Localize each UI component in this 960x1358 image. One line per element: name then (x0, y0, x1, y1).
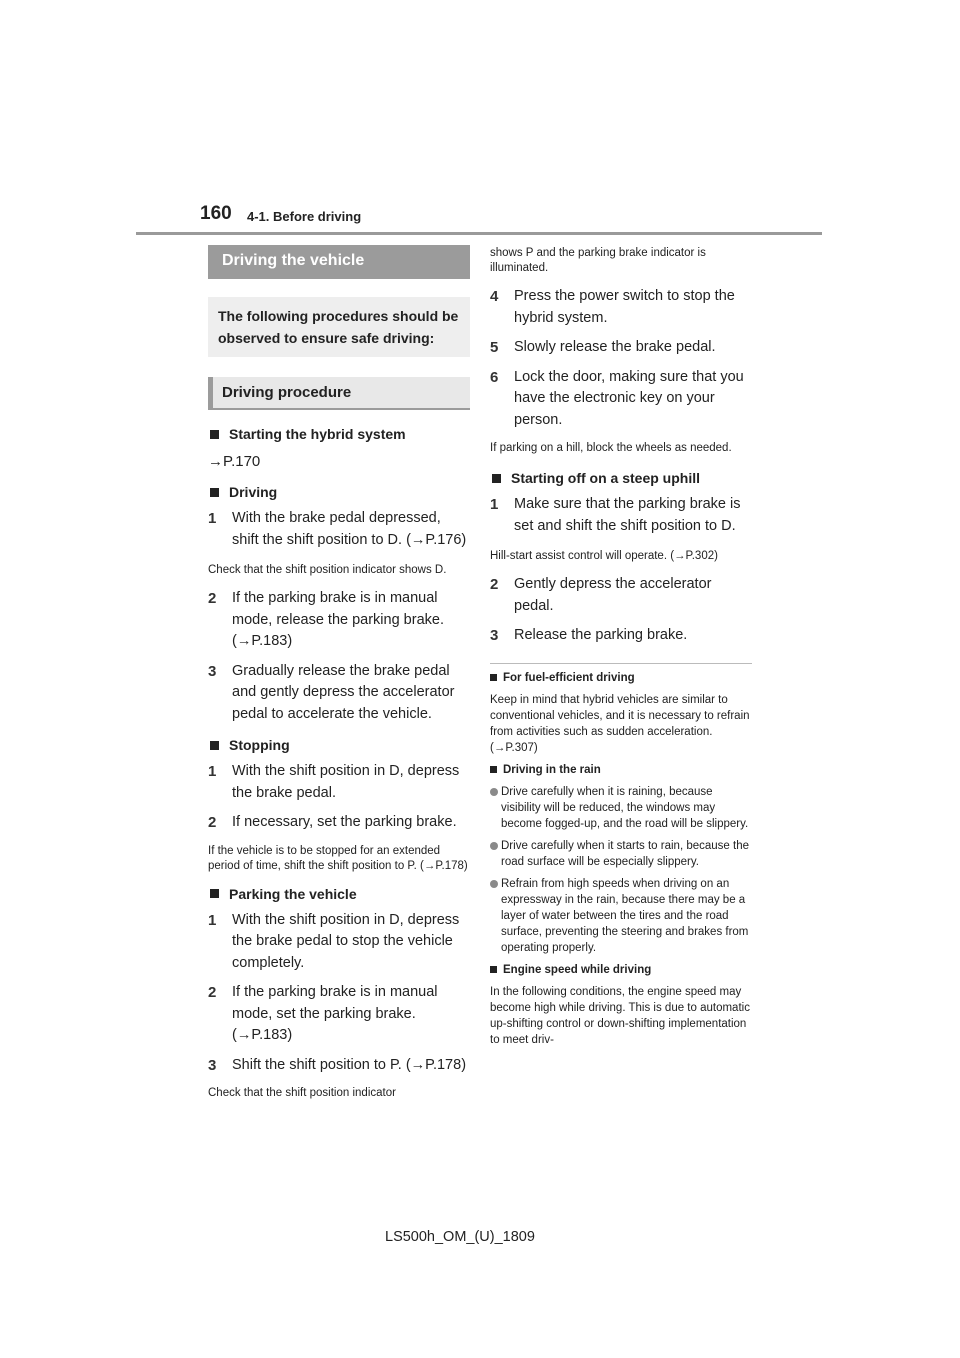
engine-speed-heading: Engine speed while driving (490, 962, 752, 978)
square-bullet-icon (490, 966, 497, 973)
circle-bullet-icon (490, 784, 501, 793)
parking-step-6: 6 Lock the door, making sure that you have the electronic key on your person. (490, 368, 744, 428)
document-footer: LS500h_OM_(U)_1809 (385, 1229, 535, 1245)
fuel-heading: For fuel-efficient driving (490, 670, 752, 686)
starting-reference: →P.170 (208, 453, 261, 470)
section-title: 4-1. Before driving (247, 209, 362, 224)
procedure-title: Driving procedure (208, 377, 470, 410)
driving-step-2: 2 If the parking brake is in manual mode, release the parking brake. (→P.183) (208, 590, 444, 649)
parking-step-4: 4 Press the power switch to stop the hybrid system. (490, 288, 735, 326)
circle-bullet-icon (490, 838, 501, 847)
hill-parking-note: If parking on a hill, block the wheels as needed. (490, 442, 732, 454)
parking-step-5: 5 Slowly release the brake pedal. (490, 339, 716, 356)
stopping-note: If the vehicle is to be stopped for an extended period of time, shift the shift position to P. (→P.178) (208, 844, 468, 872)
starting-heading: Starting the hybrid system (208, 424, 470, 444)
driving-heading: Driving (208, 482, 470, 502)
stopping-step-2: 2 If necessary, set the parking brake. (208, 814, 457, 831)
parking-step-1: 1 With the shift position in D, depress the brake pedal to stop the vehicle completely. (208, 911, 460, 971)
square-bullet-icon (210, 430, 219, 439)
rain-bullet: Drive carefully when it is raining, because visibility will be reduced, the windows may become fogged-up, and the road will be slippery. (490, 784, 752, 832)
square-bullet-icon (490, 766, 497, 773)
driving-step-3: 3 Gradually release the brake pedal and gently depress the accelerator pedal to accelerate the vehicle. (208, 662, 455, 722)
rain-bullet: Drive carefully when it starts to rain, because the road surface will be especially slippery. (490, 838, 752, 870)
parking-heading: Parking the vehicle (208, 884, 470, 904)
uphill-note: Hill-start assist control will operate. (→P.302) (490, 550, 718, 562)
left-column (208, 245, 470, 1101)
uphill-step-3: 3 Release the parking brake. (490, 627, 688, 644)
right-column (490, 246, 752, 1048)
square-bullet-icon (492, 474, 501, 483)
header-rule (136, 232, 822, 235)
square-bullet-icon (210, 889, 219, 898)
parking-note-continued: shows P and the parking brake indicator is illuminated. (490, 247, 706, 274)
uphill-step-2: 2 Gently depress the accelerator pedal. (490, 576, 712, 614)
stopping-step-1: 1 With the shift position in D, depress the brake pedal. (208, 763, 460, 801)
topic-intro: The following procedures should be observed to ensure safe driving: (208, 297, 470, 357)
square-bullet-icon (490, 674, 497, 681)
square-bullet-icon (210, 488, 219, 497)
square-bullet-icon (210, 741, 219, 750)
circle-bullet-icon (490, 876, 501, 885)
driving-step-1: 1 With the brake pedal depressed, shift the shift position to D. (→P.176) (208, 510, 467, 548)
driving-note: Check that the shift position indicator shows D. (208, 564, 447, 576)
stopping-heading: Stopping (208, 735, 470, 755)
parking-step-3: 3 Shift the shift position to P. (→P.178) (208, 1056, 467, 1074)
fuel-text: Keep in mind that hybrid vehicles are similar to conventional vehicles, and it is necessary to refrain from activities such as sudden acceleration. (→P.307) (490, 693, 750, 754)
parking-note-start: Check that the shift position indicator (208, 1087, 396, 1099)
rain-heading: Driving in the rain (490, 762, 752, 778)
page-number: 160 (200, 203, 232, 224)
uphill-heading: Starting off on a steep uphill (490, 468, 752, 488)
rain-bullet: Refrain from high speeds when driving on an expressway in the rain, because there may be a layer of water between the tires and the road surface, preventing the steering and brakes from operating properly. (490, 876, 752, 956)
parking-step-2: 2 If the parking brake is in manual mode, set the parking brake. (→P.183) (208, 984, 438, 1043)
engine-speed-text: In the following conditions, the engine speed may become high while driving. This is due to automatic up-shifting control or down-shifting implementation to meet driv- (490, 985, 750, 1046)
uphill-step-1: 1 Make sure that the parking brake is set and shift the shift position to D. (490, 496, 741, 534)
topic-title: Driving the vehicle (208, 245, 470, 279)
